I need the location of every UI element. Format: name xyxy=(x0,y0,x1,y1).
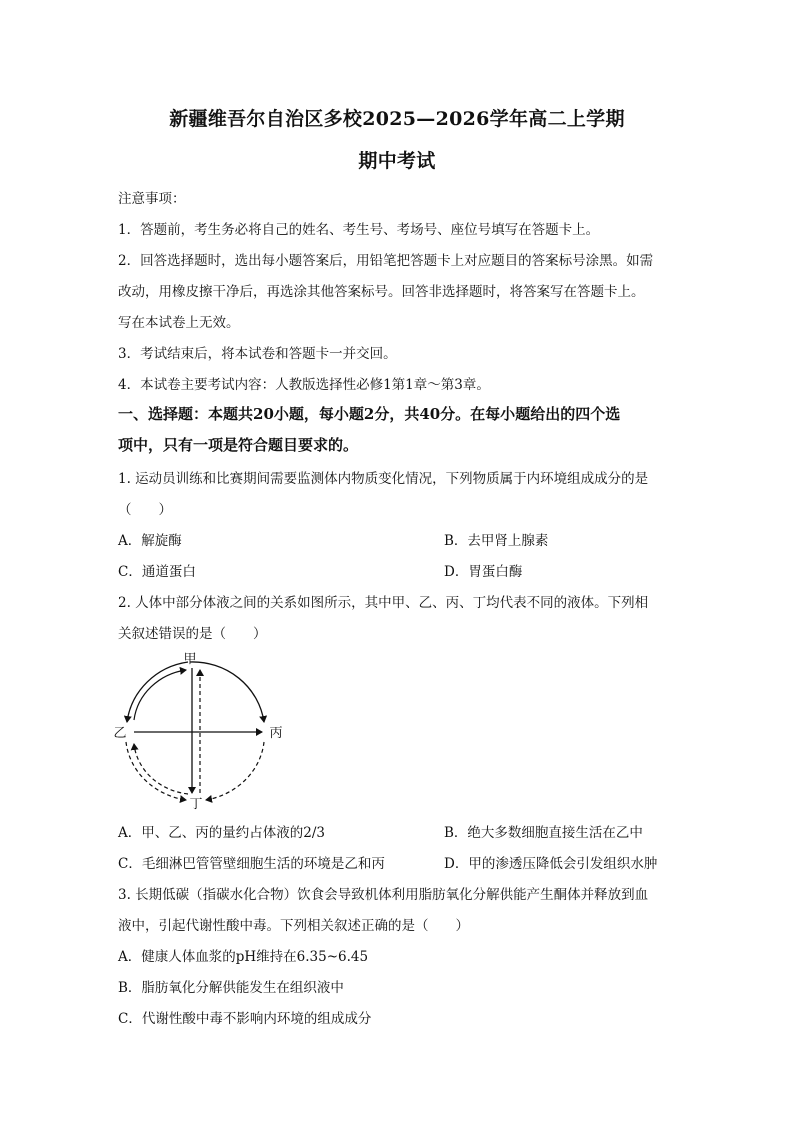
q1-option-a: A．解旋酶 xyxy=(118,533,182,549)
q3-option-c: C．代谢性酸中毒不影响内环境的组成成分 xyxy=(118,1011,372,1027)
label-jia: 甲 xyxy=(183,652,197,667)
label-bing: 丙 xyxy=(269,726,283,741)
note-item: 1．答题前，考生务必将自己的姓名、考生号、考场号、座位号填写在答题卡上。 xyxy=(118,222,600,238)
question-1-stem-cont: （ ） xyxy=(118,502,172,518)
arrow-top-to-right xyxy=(190,662,264,722)
q2-option-d: D．甲的渗透压降低会引发组织水肿 xyxy=(444,856,658,872)
body-fluid-diagram xyxy=(112,648,287,813)
question-2-stem: 2. 人体中部分体液之间的关系如图所示，其中甲、乙、丙、丁均代表不同的液体。下列相 xyxy=(118,595,649,611)
label-ding: 丁 xyxy=(189,797,203,812)
q1-option-d: D．胃蛋白酶 xyxy=(444,564,523,580)
q1-option-b: B．去甲肾上腺素 xyxy=(444,533,549,549)
question-3-stem-cont: 液中，引起代谢性酸中毒。下列相关叙述正确的是（ ） xyxy=(118,918,469,934)
note-item: 改动，用橡皮擦干净后，再选涂其他答案标号。回答非选择题时，将答案写在答题卡上。 xyxy=(118,284,645,300)
q3-option-a: A．健康人体血浆的pH维持在6.35~6.45 xyxy=(118,949,369,965)
section-heading: 一、选择题：本题共20小题，每小题2分，共40分。在每小题给出的四个选 xyxy=(118,405,621,423)
notes-heading: 注意事项： xyxy=(118,191,186,207)
question-2-stem-cont: 关叙述错误的是（ ） xyxy=(118,626,267,642)
question-1-stem: 1. 运动员训练和比赛期间需要监测体内物质变化情况，下列物质属于内环境组成成分的是 xyxy=(118,471,649,487)
q2-option-c: C．毛细淋巴管管壁细胞生活的环境是乙和丙 xyxy=(118,856,385,872)
label-yi: 乙 xyxy=(113,726,127,741)
q2-option-a: A．甲、乙、丙的量约占体液的2/3 xyxy=(118,825,325,841)
exam-title: 新疆维吾尔自治区多校2025—2026学年高二上学期 xyxy=(169,108,625,130)
note-item: 2．回答选择题时，选出每小题答案后，用铅笔把答题卡上对应题目的答案标号涂黑。如需 xyxy=(118,253,654,269)
question-3-stem: 3. 长期低碳（指碳水化合物）饮食会导致机体利用脂肪氧化分解供能产生酮体并释放到血 xyxy=(118,887,649,903)
q1-option-c: C．通道蛋白 xyxy=(118,564,196,580)
q2-option-b: B．绝大多数细胞直接生活在乙中 xyxy=(444,825,643,841)
exam-subtitle: 期中考试 xyxy=(358,150,436,172)
q3-option-b: B．脂肪氧化分解供能发生在组织液中 xyxy=(118,980,344,996)
section-heading-cont: 项中，只有一项是符合题目要求的。 xyxy=(118,436,359,454)
note-item: 4．本试卷主要考试内容：人教版选择性必修1第1章～第3章。 xyxy=(118,377,490,393)
arrow-left-to-top xyxy=(134,670,186,720)
note-item: 写在本试卷上无效。 xyxy=(118,315,240,331)
arrow-right-to-bottom xyxy=(206,742,264,800)
arrow-bottom-to-left xyxy=(134,744,188,794)
note-item: 3．考试结束后，将本试卷和答题卡一并交回。 xyxy=(118,346,397,362)
